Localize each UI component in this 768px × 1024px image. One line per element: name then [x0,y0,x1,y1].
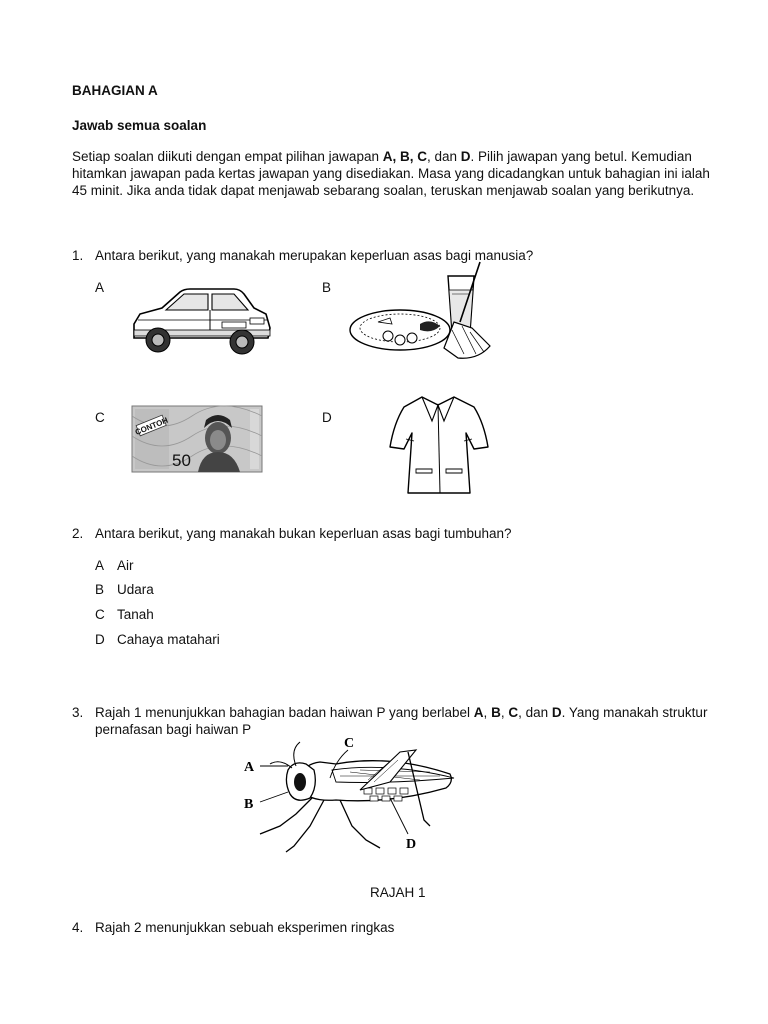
banknote-stamp: CONTOH [133,415,170,438]
q3-bold-b: B [491,705,501,720]
grasshopper-diagram [240,730,464,854]
q4-number: 4. [72,920,84,935]
q2-option-b-letter: B [95,582,105,597]
car-image [130,284,272,358]
q3-text-4: , dan [518,705,552,720]
q3-bold-d: D [551,705,562,720]
q3-bold-c: C [508,705,519,720]
shirt-image [388,393,490,497]
label-a: A [244,760,255,775]
intro-text-1: Setiap soalan diikuti dengan empat pilihan jawapan [72,149,383,164]
q3-text-2: , [483,705,492,720]
section-title: BAHAGIAN A [72,83,158,98]
q2-option-b-text: Udara [117,582,154,597]
intro-text-2: , dan [426,149,461,164]
q2-option-c-text: Tanah [117,607,154,622]
figure-caption: RAJAH 1 [370,885,426,900]
label-b: B [244,797,254,812]
q2-option-d-text: Cahaya matahari [117,632,220,647]
intro-paragraph [72,148,712,199]
instruction-title: Jawab semua soalan [72,118,207,133]
q4-text: Rajah 2 menunjukkan sebuah eksperimen ringkas [95,920,395,935]
q1-option-d-letter: D [322,410,332,425]
banknote-image [132,406,262,472]
q2-option-a-letter: A [95,558,105,573]
q1-option-b-letter: B [322,280,332,295]
q2-text: Antara berikut, yang manakah bukan keperluan asas bagi tumbuhan? [95,526,512,541]
label-d: D [406,837,417,852]
q1-option-a-letter: A [95,280,105,295]
q3-number: 3. [72,705,84,720]
intro-bold-2: D [460,149,471,164]
q3-text-3: , [500,705,509,720]
q3-text-1: Rajah 1 menunjukkan bahagian badan haiwan P yang berlabel [95,705,474,720]
q3-bold-a: A [473,705,484,720]
q1-number: 1. [72,248,84,263]
q2-option-c-letter: C [95,607,105,622]
intro-text-3: . Pilih jawapan yang betul. Kemudian hitamkan jawapan pada kertas jawapan yang disediakan. Masa yang dicadangkan untuk bahagian ini ialah 45 minit. Jika anda tidak dapat menjawab sebarang soalan, teruskan menjawab soalan yang berikutnya. [72,149,710,198]
q3-text-5: . Yang manakah struktur pernafasan bagi haiwan P [95,705,708,737]
banknote-value: 50 [172,451,191,470]
intro-bold-1: A, B, C [382,149,427,164]
q1-text: Antara berikut, yang manakah merupakan keperluan asas bagi manusia? [95,248,534,263]
q2-option-a-text: Air [117,558,134,573]
q2-number: 2. [72,526,84,541]
food-drink-image [348,262,496,362]
label-c: C [344,736,355,751]
q2-option-d-letter: D [95,632,105,647]
q1-option-c-letter: C [95,410,105,425]
